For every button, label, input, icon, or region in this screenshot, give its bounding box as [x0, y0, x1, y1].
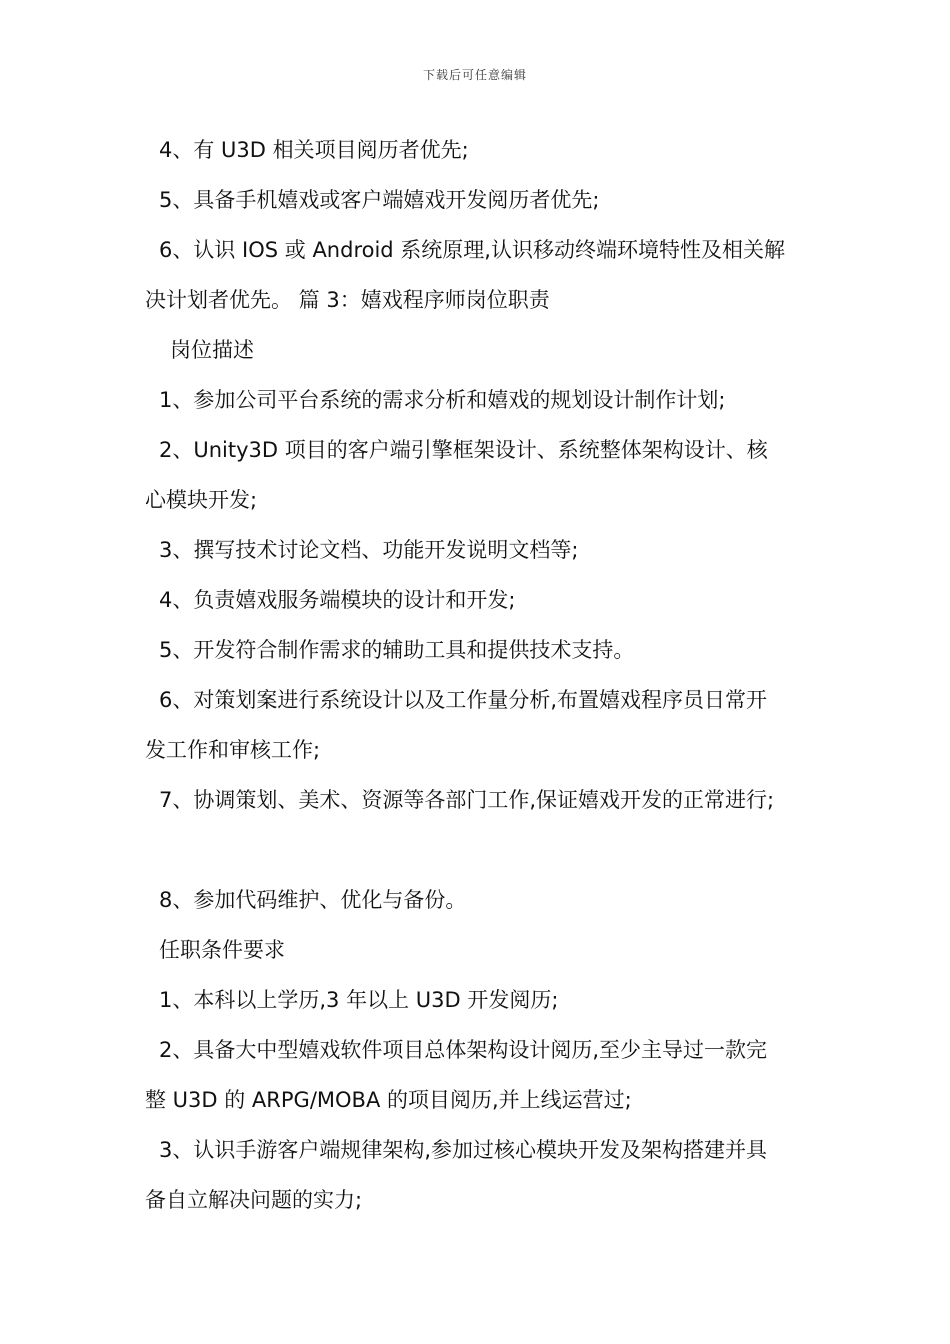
paragraph-line: 决计划者优先。 篇 3：嬉戏程序师岗位职责	[145, 288, 550, 312]
paragraph-line: 1、本科以上学历,3 年以上 U3D 开发阅历;	[159, 988, 559, 1012]
paragraph-line: 4、负责嬉戏服务端模块的设计和开发;	[159, 588, 516, 612]
paragraph-line: 6、认识 IOS 或 Android 系统原理,认识移动终端环境特性及相关解	[159, 238, 785, 262]
section-heading: 岗位描述	[170, 338, 254, 362]
paragraph-line: 8、参加代码维护、优化与备份。	[159, 888, 467, 912]
paragraph-line: 5、具备手机嬉戏或客户端嬉戏开发阅历者优先;	[159, 188, 600, 212]
paragraph-line: 4、有 U3D 相关项目阅历者优先;	[159, 138, 469, 162]
paragraph-line: 整 U3D 的 ARPG/MOBA 的项目阅历,并上线运营过;	[145, 1088, 632, 1112]
paragraph-line: 2、Unity3D 项目的客户端引擎框架设计、系统整体架构设计、核	[159, 438, 768, 462]
paragraph-line: 1、参加公司平台系统的需求分析和嬉戏的规划设计制作计划;	[159, 388, 726, 412]
paragraph-line: 备自立解决问题的实力;	[145, 1188, 363, 1212]
paragraph-line: 3、认识手游客户端规律架构,参加过核心模块开发及架构搭建并具	[159, 1138, 768, 1162]
paragraph-line: 心模块开发;	[145, 488, 258, 512]
paragraph-line: 2、具备大中型嬉戏软件项目总体架构设计阅历,至少主导过一款完	[159, 1038, 768, 1062]
section-heading: 任职条件要求	[159, 938, 285, 962]
document-body	[145, 132, 815, 1232]
page-header: 下载后可任意编辑	[422, 68, 527, 82]
paragraph-line: 7、协调策划、美术、资源等各部门工作,保证嬉戏开发的正常进行;	[159, 788, 775, 812]
paragraph-line: 3、撰写技术讨论文档、功能开发说明文档等;	[159, 538, 579, 562]
paragraph-line: 6、对策划案进行系统设计以及工作量分析,布置嬉戏程序员日常开	[159, 688, 768, 712]
paragraph-line: 发工作和审核工作;	[145, 738, 321, 762]
paragraph-line: 5、开发符合制作需求的辅助工具和提供技术支持。	[159, 638, 635, 662]
